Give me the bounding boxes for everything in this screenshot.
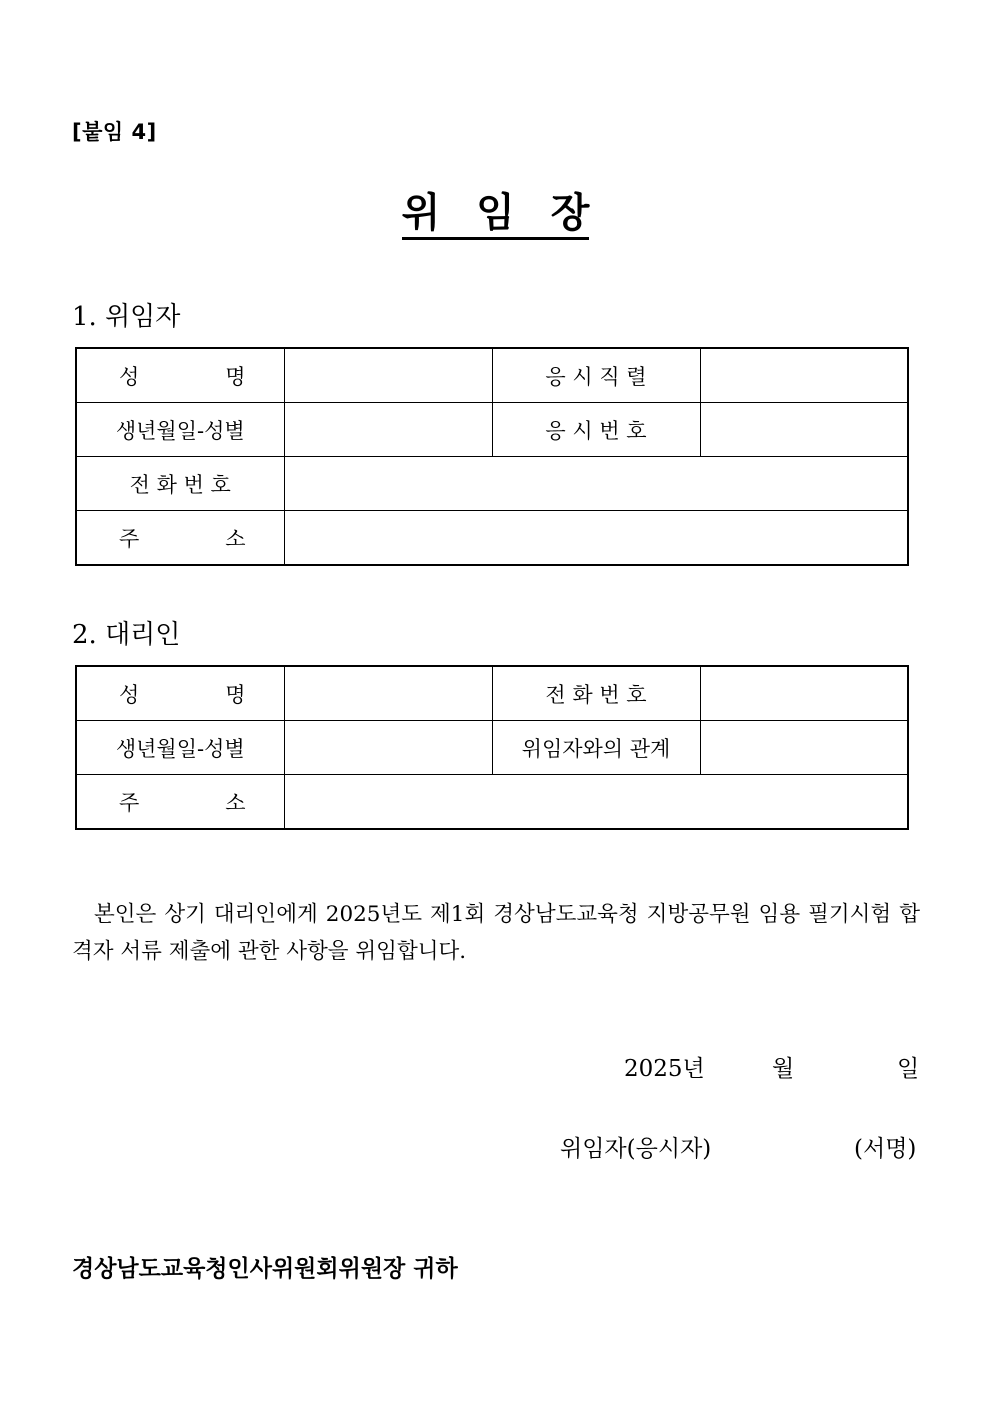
table-row [76, 403, 908, 457]
date-year: 2025년 [624, 1056, 705, 1082]
delegator-phone-field[interactable] [284, 457, 908, 511]
agent-heading: 2. 대리인 [72, 620, 181, 650]
agent-relationship-label: 위임자와의 관계 [492, 721, 700, 775]
date-line [560, 1050, 922, 1084]
agent-address-label: 주 소 [76, 775, 284, 830]
delegator-job-series-label: 응 시 직 렬 [492, 348, 700, 403]
table-row [76, 721, 908, 775]
table-row [76, 511, 908, 566]
delegator-table [75, 347, 909, 566]
delegator-phone-label: 전 화 번 호 [76, 457, 284, 511]
delegator-birth-gender-field[interactable] [284, 403, 492, 457]
delegator-job-series-field[interactable] [700, 348, 908, 403]
agent-phone-field[interactable] [700, 666, 908, 721]
agent-relationship-field[interactable] [700, 721, 908, 775]
delegator-birth-gender-label: 생년월일-성별 [76, 403, 284, 457]
agent-birth-gender-label: 생년월일-성별 [76, 721, 284, 775]
table-row [76, 666, 908, 721]
delegator-name-label: 성 명 [76, 348, 284, 403]
delegator-address-field[interactable] [284, 511, 908, 566]
date-day: 일 [897, 1056, 920, 1082]
signature-mark[interactable]: (서명) [854, 1136, 917, 1162]
agent-birth-gender-field[interactable] [284, 721, 492, 775]
delegator-exam-number-label: 응 시 번 호 [492, 403, 700, 457]
attachment-label: [붙임 4] [72, 120, 157, 144]
delegator-heading: 1. 위임자 [72, 302, 181, 332]
delegator-exam-number-field[interactable] [700, 403, 908, 457]
delegation-statement: 본인은 상기 대리인에게 2025년도 제1회 경상남도교육청 지방공무원 임용 필기시험 합격자 서류 제출에 관한 사항을 위임합니다. [72, 902, 920, 964]
table-row [76, 775, 908, 830]
addressee: 경상남도교육청인사위원회위원장 귀하 [72, 1256, 458, 1282]
agent-phone-label: 전 화 번 호 [492, 666, 700, 721]
delegator-name-field[interactable] [284, 348, 492, 403]
signature-label: 위임자(응시자) [560, 1136, 712, 1162]
agent-name-field[interactable] [284, 666, 492, 721]
agent-table [75, 665, 909, 830]
table-row [76, 348, 908, 403]
document-title [0, 190, 991, 240]
agent-name-label: 성 명 [76, 666, 284, 721]
agent-address-field[interactable] [284, 775, 908, 830]
table-row [76, 457, 908, 511]
document-title-text: 위 임 장 [402, 190, 590, 240]
date-month: 월 [772, 1056, 795, 1082]
signature-line [560, 1130, 922, 1164]
delegator-address-label: 주 소 [76, 511, 284, 566]
